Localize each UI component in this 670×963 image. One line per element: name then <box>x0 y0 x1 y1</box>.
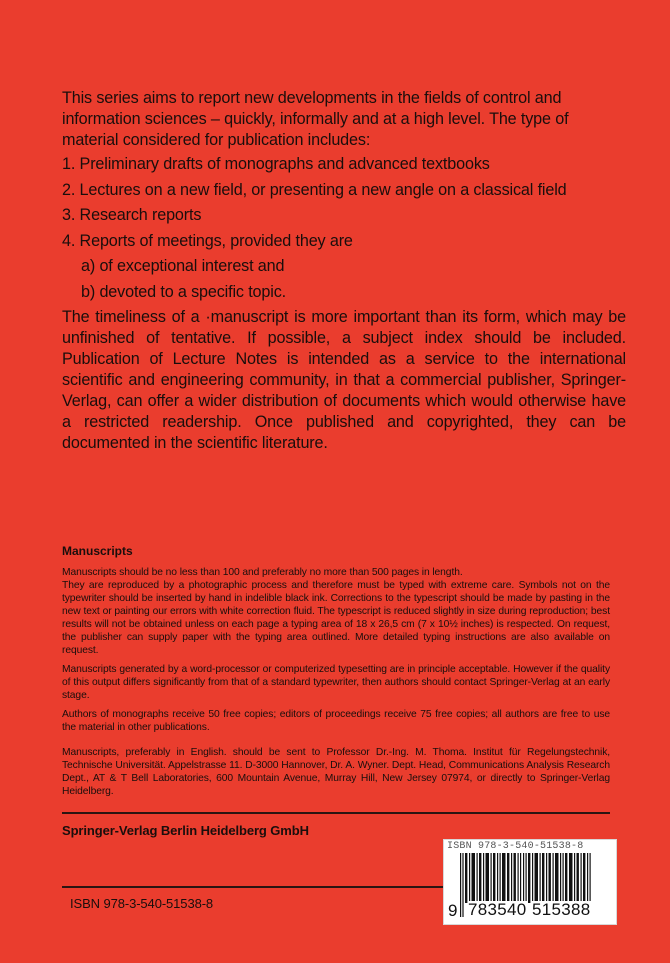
list-item: 1. Preliminary drafts of monographs and advanced textbooks <box>62 155 490 173</box>
material-types-list <box>62 154 626 303</box>
barcode-isbn-label: ISBN 978-3-540-51538-8 <box>447 841 584 852</box>
list-item: 3. Research reports <box>62 206 202 224</box>
manuscripts-heading: Manuscripts <box>62 544 133 558</box>
free-copies-paragraph: Authors of monographs receive 50 free copies; editors of proceedings receive 75 free copies; all authors are free to use the material in other publications. <box>62 709 610 733</box>
submission-paragraph: Manuscripts, preferably in English. should be sent to Professor Dr.-Ing. M. Thoma. Institut für Regelungstechnik, Technische Universität. Appelstrasse 11. D-3000 Hannover, Dr. A. Wyner. Dept. Head, Communications Analysis Research Dept., AT & T Bell Laboratories, 600 Mountain Avenue, Murray Hill, New Jersey 07974, or directly to Springer-Verlag Heidelberg. <box>62 747 610 797</box>
word-processor-paragraph: Manuscripts generated by a word-processor or computerized typesetting are in principle acceptable. However if the quality of this output differs significantly from that of a standard typewriter, then authors should contact Springer-Verlag at an early stage. <box>62 664 610 701</box>
length-paragraph: Manuscripts should be no less than 100 and preferably no more than 500 pages in length. <box>62 567 463 578</box>
isbn-number: ISBN 978-3-540-51538-8 <box>70 896 214 911</box>
timeliness-paragraph: The timeliness of a ·manuscript is more important than its form, which may be unfinished of tentative. If possible, a subject index should be included. Publication of Lecture Notes is intended as a service to the international scientific and engineering community, in that a commercial publisher, Springer-Verlag, can offer a wider distribution of documents which would otherwise have a restricted readership. Once published and copyrighted, they can be documented in the scientific literature. <box>62 308 626 452</box>
barcode-first-digit: 9 <box>448 901 458 920</box>
series-description <box>62 88 626 454</box>
reproduction-paragraph: They are reproduced by a photographic process and therefore must be typed with extreme care. Symbols not on the typewriter should be inserted by hand in indelible black ink. Corrections to the typescript should be made by pasting in the new text or painting our errors with white correction fluid. The typescript is reduced slightly in size during reproduction; best results will not be obtained unless on each page a typing area of 18 x 26,5 cm (7 x 10½ inches) is respected. On request, the publisher can supply paper with the typing area outlined. More detailed typing instructions are also available on request. <box>62 580 610 656</box>
publisher-name: Springer-Verlag Berlin Heidelberg GmbH <box>62 823 309 838</box>
list-item: 4. Reports of meetings, provided they are <box>62 231 353 250</box>
divider-top <box>62 812 610 814</box>
sub-list-item: a) of exceptional interest and <box>81 257 285 275</box>
isbn-barcode <box>443 839 617 925</box>
list-item: 2. Lectures on a new field, or presenting a new angle on a classical field <box>62 180 567 199</box>
series-lead-paragraph: This series aims to report new developments in the fields of control and information sciences – quickly, informally and at a high level. The type of material considered for publication includes: <box>62 89 569 149</box>
manuscripts-section <box>62 545 610 804</box>
barcode-digit-group-right: 515388 <box>532 900 591 919</box>
barcode-digit-group-left: 783540 <box>468 900 527 919</box>
sub-list-item: b) devoted to a specific topic. <box>81 282 287 301</box>
